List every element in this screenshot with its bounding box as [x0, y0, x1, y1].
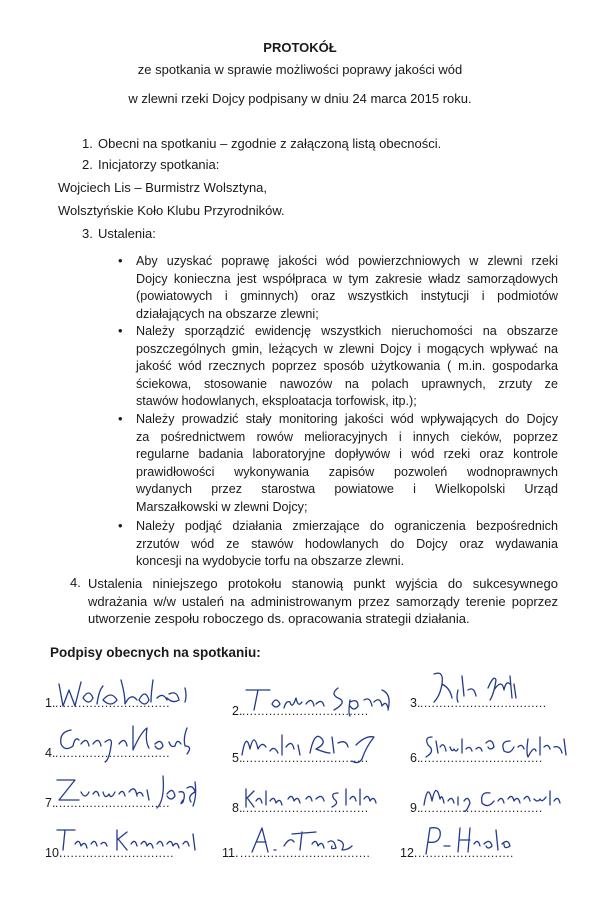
signature-slot-7	[45, 770, 205, 814]
signature-line: ................................	[420, 801, 543, 815]
signature-slot-10	[45, 820, 205, 864]
signature-line: ..................................	[240, 846, 371, 860]
item-4-line: wdrażania w/w ustaleń na administrowanym przez samorządy terenie poprzez	[88, 593, 558, 609]
bullet-2-line: Należy sporządzić ewidencję wszystkich nieruchomości na obszarze	[136, 324, 558, 338]
signature-number: 6.	[410, 751, 421, 765]
signature-slot-8	[232, 775, 392, 819]
handwritten-signature-4	[45, 720, 205, 770]
handwritten-signature-10	[45, 820, 215, 864]
handwritten-signature-6	[410, 725, 580, 769]
bullet-3-line: wydanych przez starostwa powiatowe i Wielkopolski Urząd	[136, 482, 558, 496]
bullet-1-line: (powiatowych i gminnych) oraz wszystkich instytucji i podmiotów	[136, 289, 558, 303]
signature-number: 12.	[400, 846, 418, 860]
item-3-number: 3.	[82, 226, 93, 241]
item-4-line: Ustalenia niniejszego protokołu stanowią punkt wyjścia do sukcesywnego	[88, 576, 558, 591]
subtitle-line-2: w zlewni rzeki Dojcy podpisany w dniu 24 marca 2015 roku.	[128, 91, 472, 106]
handwritten-signature-12	[400, 820, 570, 864]
signature-line: .................................	[242, 704, 369, 718]
signature-slot-12	[400, 820, 560, 864]
signature-slot-5	[232, 725, 392, 769]
bullet-1-line: działających na obszarze zlewni;	[136, 306, 319, 321]
bullet-4	[136, 518, 558, 571]
item-4-text	[88, 575, 558, 628]
subtitle-line-1: ze spotkania w sprawie możliwości poprawy jakości wód	[137, 62, 463, 77]
initiator-2: Wolsztyńskie Koło Klubu Przyrodników.	[58, 203, 285, 218]
handwritten-signature-8	[232, 775, 402, 819]
signature-line: .........................	[418, 846, 514, 860]
signature-line: .................................	[242, 801, 369, 815]
signature-number: 1.	[45, 696, 56, 710]
signature-number: 9.	[410, 801, 421, 815]
signature-slot-1	[45, 670, 205, 714]
document-title: PROTOKÓŁ	[263, 40, 337, 55]
signature-line: ..............................	[55, 696, 171, 710]
item-2-text: Inicjatorzy spotkania:	[98, 157, 220, 172]
initiator-1: Wojciech Lis – Burmistrz Wolsztyna,	[58, 180, 268, 195]
bullet-4-line: Należy podjąć działania zmierzające do ograniczenia bezpośrednich	[136, 519, 558, 533]
bullet-3-line: za pośrednictwem rowów melioracyjnych i innych cieków, poprzez	[136, 429, 558, 444]
bullet-1-line: Dojcy konieczna jest współpraca w tym zakresie władz samorządowych	[136, 271, 558, 286]
signature-number: 3.	[410, 696, 421, 710]
signature-slot-3	[410, 670, 570, 714]
signature-number: 4.	[45, 746, 56, 760]
bullet-4-line: zrzutów wód ze stawów hodowlanych do Dojcy oraz wydawania	[136, 536, 558, 551]
bullet-3-line: Należy prowadzić stały monitoring jakości wód wpływających do Dojcy	[136, 412, 558, 426]
bullet-1	[136, 253, 558, 323]
item-1-text: Obecni na spotkaniu – zgodnie z załączoną listą obecności.	[98, 136, 442, 151]
bullet-3-line: prawidłowości wykonywania zapisów pozwoleń wodnoprawnych	[136, 464, 558, 479]
signature-number: 5.	[232, 751, 243, 765]
handwritten-signature-2	[232, 678, 402, 722]
bullet-marker: •	[118, 411, 123, 426]
bullet-2-line: jakość wód rzecznych poprzez sposób użytkowania ( m.in. gospodarka	[136, 359, 558, 373]
bullet-3-line: regularne badania laboratoryjne dopływów i wód rzeki oraz kontrole	[136, 447, 558, 461]
handwritten-signature-3	[410, 670, 570, 714]
item-4-line: utworzenie zespołu roboczego ds. opracowania strategii działania.	[88, 611, 470, 626]
item-1-number: 1.	[82, 136, 93, 151]
bullet-2-line: stawów hodowlanych, eksploatacja torfowisk, itp.);	[136, 394, 417, 408]
signature-line: .................................	[242, 751, 369, 765]
signature-slot-9	[410, 775, 570, 819]
signature-number: 10.	[45, 846, 63, 860]
signature-line: ..............................	[55, 796, 171, 810]
signature-slot-4	[45, 720, 205, 764]
signature-number: 2.	[232, 704, 243, 718]
signature-number: 8.	[232, 801, 243, 815]
item-4-number: 4.	[70, 575, 81, 590]
signature-slot-6	[410, 725, 570, 769]
bullet-3-line: Marszałkowski w zlewni Dojcy;	[136, 499, 308, 514]
item-3-text: Ustalenia:	[98, 226, 156, 241]
handwritten-signature-5	[232, 725, 402, 769]
bullet-2-line: poszczególnych gmin, leżących w zlewni Dojcy i mogących wpływać na	[136, 341, 558, 356]
bullet-marker: •	[118, 323, 123, 338]
signature-slot-2	[232, 678, 392, 722]
handwritten-signature-7	[45, 770, 205, 820]
signature-line: ................................	[420, 751, 543, 765]
bullet-marker: •	[118, 253, 123, 268]
bullet-marker: •	[118, 518, 123, 533]
handwritten-signature-1	[45, 670, 205, 714]
bullet-3	[136, 411, 558, 516]
bullet-4-line: koncesji na wydobycie torfu na obszarze zlewni.	[136, 554, 405, 568]
signature-line: .................................	[420, 696, 547, 710]
bullet-1-line: Aby uzyskać poprawę jakości wód powierzchniowych w zlewni rzeki	[136, 254, 558, 268]
bullet-2	[136, 323, 558, 411]
signature-slot-11	[222, 820, 382, 864]
bullet-2-line: ściekowa, stosowanie nawozów na polach uprawnych, zrzuty ze	[136, 376, 558, 391]
signatures-heading: Podpisy obecnych na spotkaniu:	[50, 645, 261, 660]
handwritten-signature-9	[410, 775, 580, 819]
signature-number: 11.	[222, 846, 239, 860]
item-2-number: 2.	[82, 157, 93, 172]
handwritten-signature-11	[222, 820, 392, 864]
signature-line: ..............................	[55, 746, 171, 760]
signature-line: ..............................	[59, 846, 175, 860]
signature-number: 7.	[45, 796, 56, 810]
